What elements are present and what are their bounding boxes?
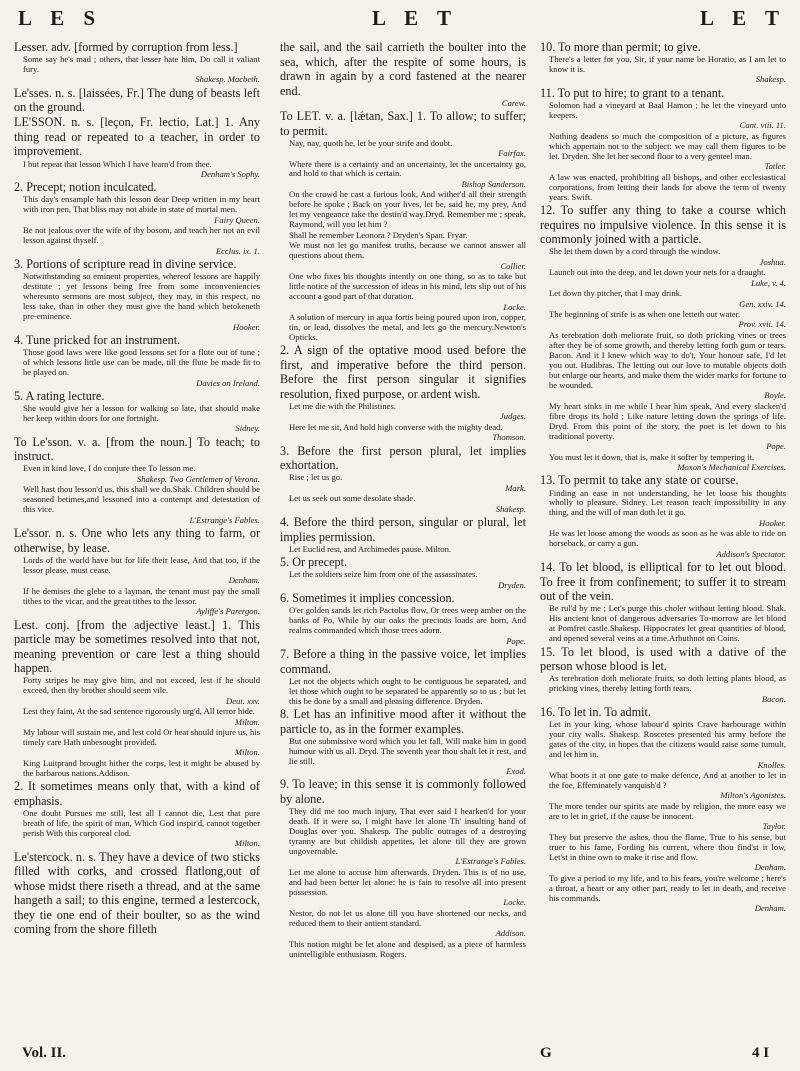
header-right: L E T: [700, 6, 786, 30]
citation-source: Davies on Ireland.: [196, 377, 260, 388]
quotation: Where there is a certainty and an uncertainty, let the uncertainty go, and hold to that which is certain.: [289, 158, 526, 179]
citation-source: Shakesp. Macbeth.: [195, 74, 260, 85]
entry-text: 3. Portions of scripture read in divine service.: [14, 257, 237, 272]
quotation: Let us seek out some desolate shade.: [289, 493, 416, 504]
entry-text: 8. Let has an infinitive mood after it without the particle to, as in the former examples.: [280, 707, 526, 736]
citation-source: Luke, v. 4.: [751, 277, 786, 288]
citation-source: Judges.: [499, 411, 526, 422]
entry-text: 14. To let blood, is elliptical for to let out blood. To free it from confinement; to suffer it to stream out of the vein.: [540, 560, 786, 604]
quotation: O'er golden sands let rich Pactolus flow, Or trees weep amber on the banks of Po, While by our oaks the precious loads are born, And realms commanded which those trees adorn.: [289, 605, 526, 636]
entry-text: 2. A sign of the optative mood used before the first, and imperative before the third person. Before the first person singular it signifies resolution, fixed purpose, or ardent wish.: [280, 343, 526, 401]
quotation: Let not the objects which ought to be contiguous be separated, and let those which ought to be separated be apparently so to us ; but let this be done by a small and pleasing difference. Dryden.: [289, 675, 526, 706]
citation-source: Denham.: [754, 862, 786, 873]
entry-text: 2. It sometimes means only that, with a kind of emphasis.: [14, 779, 260, 808]
quotation: Let in your king, whose labour'd spirits Crave harbourage within your city walls. Shakesp. Roscetes presented his army before the gates of the city, in hopes that the citizens would raise some tumult, and let him in.: [549, 719, 786, 760]
quotation: As terebration doth meliorate fruits, so doth letting plants blood, as pricking vines, thereby letting forth tears.: [549, 673, 786, 694]
citation-source: L'Estrange's Fables.: [189, 514, 260, 525]
citation-source: Shakesp. Two Gentlemen of Verona.: [136, 473, 260, 484]
quotation: Lords of the world have but for life their lease, And that too, if the lessor please, must cease.: [23, 554, 260, 575]
quotation: There's a letter for you, Sir, if your name be Horatio, as I am let to know it is.: [549, 54, 786, 74]
citation-source: Shakesp.: [495, 503, 526, 514]
quotation: Even in kind love, I do conjure thee To lesson me.: [23, 463, 196, 474]
citation-source: Bishop Sanderson.: [461, 178, 526, 189]
quotation: This notion might be let alone and despised, as a piece of harmless unintelligible enthusiasm. Rogers.: [289, 938, 526, 959]
citation-source: Milton.: [234, 838, 260, 849]
entry-text: 9. To leave; in this sense it is commonly followed by alone.: [280, 777, 526, 806]
quotation: Nestor, do not let us alone till you have shortened our necks, and reduced them to their antient standard.: [289, 907, 526, 928]
quotation: Launch out into the deep, and let down your nets for a draught.: [549, 267, 766, 278]
quotation: Rise ; let us go.: [289, 472, 343, 483]
signature-mark: G: [540, 1045, 552, 1061]
entry-text: 3. Before the first person plural, let implies exhortation.: [280, 443, 526, 473]
quotation: Well hast thou lesson'd us, this shall we do.Shak. Children should be seasoned betimes,and lessoned into a contempt and detestation of this vice.: [23, 484, 260, 515]
citation-source: Carew.: [501, 97, 526, 108]
entry-text: 5. A rating lecture.: [14, 388, 105, 403]
entry-text: 16. To let in. To admit.: [540, 705, 651, 720]
quotation: To give a period to my life, and to his fears, you're welcome ; here's a throat, a heart or any other part, ready to let in death, and receive his commands.: [549, 872, 786, 903]
quotation: Nay, nay, quoth he, let be your strife and doubt.: [289, 137, 453, 148]
quotation: She would give her a lesson for walking so late, that should make her keep within doors for one fortnight.: [23, 403, 260, 423]
header-center: L E T: [372, 6, 458, 30]
column-left: [14, 40, 260, 937]
quotation: I but repeat that lesson Which I have learn'd from thee.: [23, 158, 212, 169]
citation-source: Hooker.: [233, 321, 260, 332]
quotation: A law was enacted, prohibiting all bishops, and other ecclesiastical corporations, from letting their lands for above the term of twenty years. Swift.: [549, 171, 786, 202]
quotation: She let them down by a cord through the window.: [549, 246, 721, 257]
citation-source: Knolles.: [757, 759, 786, 770]
quotation: Those good laws were like good lessons set for a flute out of tune ; of which lessons little use can be made, till the flute be made fit to be played on.: [23, 347, 260, 378]
entry-text: 4. Tune pricked for an instrument.: [14, 333, 181, 348]
quotation: My heart sinks in me while I hear him speak, And every slacken'd fibre drops its hold ; Like nature letting down the springs of life. Dryd. From this point of the story, the poet is let down to his traditional poverty.: [549, 400, 786, 441]
quotation: One who fixes his thoughts intently on one thing, so as to take but little notice of the succession of ideas in his mind, lets slip out of his account a good part of that duration.: [289, 271, 526, 302]
entry-text: 5. Or precept.: [280, 555, 348, 570]
citation-source: Locke.: [503, 897, 526, 908]
entry-text: LE'SSON. n. s. [leçon, Fr. lectio, Lat.] 1. Any thing read or repeated to a teacher, in order to improvement.: [14, 115, 260, 159]
entry-text: 13. To permit to take any state or course.: [540, 473, 739, 488]
quotation: One doubt Pursues me still, lest all I cannot die, Lest that pure breath of life, the spirit of man, Which God inspir'd, cannot together perish With this corporeal clod.: [23, 807, 260, 838]
quotation: This day's ensample hath this lesson dear Deep written in my heart with iron pen, That bliss may not abide in state of mortal men.: [23, 194, 260, 215]
citation-source: Pope.: [506, 635, 526, 646]
entry-text: 12. To suffer any thing to take a course which requires no impulsive violence. In this sense it is commonly joined with a particle.: [540, 203, 786, 247]
quotation: Let the soldiers seize him from one of the assassinates.: [289, 569, 478, 580]
entry-text: the sail, and the sail carrieth the boulter into the sea, which, after the respite of some hours, is drawn in again by a cord fastened at the nearer end.: [280, 40, 526, 98]
quotation: What boots it at one gate to make defence, And at another to let in the foe, Effeminately vanquish'd ?: [549, 770, 786, 790]
quotation: Lest they faint, At the sad sentence rigorously urg'd, All terror hide.: [23, 706, 255, 717]
quotation: Forty stripes he may give him, and not exceed, lest if he should exceed, then thy brother should seem vile.: [23, 675, 260, 696]
entry-text: 15. To let blood, is used with a dative of the person whose blood is let.: [540, 644, 786, 674]
header-left: L E S: [18, 6, 103, 30]
quotation: Shall he remember Leonora ? Dryden's Span. Fryar.: [289, 229, 468, 240]
citation-source: Shakesp.: [755, 74, 786, 85]
citation-source: Addison.: [495, 928, 526, 939]
running-header: [0, 6, 800, 32]
quotation: King Luitprand brought hither the corps, lest it might be abused by the barbarous nations.Addison.: [23, 757, 260, 778]
column-middle: [280, 40, 526, 960]
citation-source: Bacon.: [761, 693, 786, 704]
quotation: You must let it down, that is, make it softer by tempering it.: [549, 451, 755, 462]
quotation: Some say he's mad ; others, that lesser hate him, Do call it valiant fury.: [23, 54, 260, 74]
citation-source: Fairy Queen.: [214, 214, 260, 225]
entry-text: Le'sses. n. s. [laissées, Fr.] The dung of beasts left on the ground.: [14, 85, 260, 115]
quotation: Let down thy pitcher, that I may drink.: [549, 288, 683, 299]
citation-source: Ecclus. ix. 1.: [215, 245, 260, 256]
citation-source: Cant. viii. 11.: [739, 120, 786, 131]
citation-source: Joshua.: [759, 256, 786, 267]
quotation: The more tender our spirits are made by religion, the more easy we are to let in grief, if the cause be innocent.: [549, 800, 786, 821]
citation-source: Fairfax.: [498, 148, 526, 159]
citation-source: Deut. xxv.: [226, 695, 260, 706]
quotation: My labour will sustain me, and lest cold Or heat should injure us, his timely care Hath unbesought provided.: [23, 727, 261, 747]
citation-source: Thomson.: [492, 432, 526, 443]
citation-source: Sidney.: [235, 423, 260, 434]
quotation: Let Euclid rest, and Archimedes pause. Milton.: [289, 543, 452, 554]
quotation: On the crowd he cast a furious look, And wither'd all their strength before he spoke ; Back on your lives, let be, said he, my prey, And let my vengeance take the destin'd way.Dryd. Remember me ; speak, Raymond, will you let him ?: [289, 189, 526, 230]
citation-source: Denham.: [228, 575, 260, 586]
entry-text: 11. To put to hire; to grant to a tenant.: [540, 85, 725, 100]
citation-source: Boyle.: [764, 390, 786, 401]
entry-text: Le'stercock. n. s. They have a device of two sticks filled with corks, and crossed flatlong,out of whose midst there riseth a thread, and at the same hangeth a sail; to this engine, termed a lestercock, they tie one end of their boulter, so as the wind coming from the shore filleth: [14, 849, 260, 937]
entry-text: 6. Sometimes it implies concession.: [280, 591, 455, 606]
entry-text: 7. Before a thing in the passive voice, let implies command.: [280, 647, 526, 676]
quotation: As terebration doth meliorate fruit, so doth pricking vines or trees after they be of some growth, and thereby letting forth gum or tears. Bacon. And it I knew which way to do't, Your honour safe, I'd let you out. Hudibras. The letting out our love to mutable objects doth but enlarge our hearts, and make them the wider marks for fortune to be wounded.: [549, 329, 786, 390]
quotation: But one submissive word which you let fall, Will make him in good humour with us all. Dryd. The seventh year thou shalt let it rest, and lie still.: [289, 735, 526, 766]
quotation: Solomon had a vineyard at Baal Hamon ; he let the vineyard unto keepers.: [549, 99, 786, 120]
column-right: [540, 40, 786, 915]
volume-label: Vol. II.: [22, 1045, 67, 1061]
entry-text: Lest. conj. [from the adjective least.] 1. This particle may be sometimes resolved into that not, meaning prevention or care lest a thing should happen.: [14, 617, 260, 676]
citation-source: Collier.: [500, 260, 526, 271]
citation-source: Hooker.: [759, 517, 786, 528]
quotation: Finding an ease in not understanding, he let loose his thoughts wholly to pleasure. Sidney. Let reason teach impossibility in any thing, and the will of man doth let it go.: [549, 487, 786, 518]
quotation: Nothing deadens so much the composition of a picture, as figures which appertain not to the subject: we may call them figures to be let. Dryden. She let her second floor to a very genteel man.: [549, 130, 786, 161]
page-number: 4 I: [752, 1045, 770, 1061]
citation-source: Denham.: [754, 903, 786, 914]
citation-source: Gen. xxiv. 14.: [739, 298, 786, 309]
citation-source: Tatler.: [764, 161, 786, 172]
entry-text: 10. To more than permit; to give.: [540, 40, 701, 54]
quotation: Be not jealous over the wife of thy bosom, and teach her not an evil lesson against thyself.: [23, 225, 260, 246]
citation-source: Mark.: [505, 482, 526, 493]
entry-text: 4. Before the third person, singular or plural, let implies permission.: [280, 515, 526, 544]
citation-source: Milton.: [234, 747, 260, 758]
quotation: They but preserve the ashes, thou the flame, True to his sense, but truer to his fame, Fording his current, where thou find'st it low, Let'st in thine own to make it rise and flow.: [549, 831, 786, 862]
citation-source: Milton's Agonistes.: [720, 790, 786, 801]
citation-source: Moxon's Mechanical Exercises.: [677, 462, 786, 473]
entry-text: Le'ssor. n. s. One who lets any thing to farm, or otherwise, by lease.: [14, 526, 260, 555]
citation-source: Pope.: [766, 441, 786, 452]
citation-source: Addison's Spectator.: [716, 548, 786, 559]
quotation: He was let loose among the woods as soon as he was able to ride on horseback, or carry a gun.: [549, 528, 786, 549]
quotation: A solution of mercury in aqua fortis being poured upon iron, copper, tin, or lead, dissolves the metal, and lets go the mercury.Newton's Opticks.: [289, 312, 526, 342]
citation-source: L'Estrange's Fables.: [455, 856, 526, 867]
citation-source: Ayliffe's Parergon.: [196, 606, 260, 617]
citation-source: Dryden.: [498, 579, 526, 590]
entry-text: To Le'sson. v. a. [from the noun.] To teach; to instruct.: [14, 434, 260, 464]
quotation: Let me die with the Philistines.: [289, 401, 396, 411]
entry-text: Lesser. adv. [formed by corruption from less.]: [14, 40, 238, 54]
quotation: They did me too much injury, That ever said I hearken'd for your death. If it were so, I might have let alone Th' insulting hand of Douglas over you. Shakesp. The public outrages of a destroying tyranny are but childish appetites, let alone till they are grown ungovernable.: [289, 806, 526, 856]
citation-source: Taylor.: [762, 821, 786, 832]
quotation: Here let me sit, And hold high converse with the mighty dead.: [289, 421, 503, 432]
quotation: We must not let go manifest truths, because we cannot answer all questions about them.: [289, 240, 526, 261]
citation-source: Denham's Sophy.: [200, 168, 260, 179]
citation-source: Locke.: [503, 301, 526, 312]
citation-source: Milton.: [234, 716, 260, 727]
citation-source: Prov. xvii. 14.: [738, 319, 786, 330]
quotation: If he demises the glebe to a layman, the tenant must pay the small tithes to the vicar, and the great tithes to the lessor.: [23, 585, 260, 606]
quotation: Be rul'd by me ; Let's purge this choler without letting blood. Shak. His ancient knot of dangerous adversaries To-morrow are let blood at Pomfret castle.Shakesp. Hippocrates let great quantities of blood, and opened several veins at a time.Arbuthnot on Coins.: [549, 603, 786, 644]
quotation: Let me alone to accuse him afterwards. Dryden. This is of no use, and had been better let alone: he is fain to resolve all into present possession.: [289, 866, 526, 897]
quotation: The beginning of strife is as when one letteth out water.: [549, 308, 741, 319]
entry-text: 2. Precept; notion inculcated.: [14, 180, 157, 195]
page-footer: [0, 1045, 800, 1065]
citation-source: Exod.: [506, 766, 526, 776]
entry-text: To LET. v. a. [lǽtan, Sax.] 1. To allow; to suffer; to permit.: [280, 109, 526, 138]
quotation: Notwithstanding so eminent properties, whereof lessons are happily destitute ; yet lessons being free from some inconveniencies whereunto sermons are most subject, they may, in this respect, no less take, than in other they must give the hand which betokeneth pre-eminence.: [23, 271, 260, 322]
